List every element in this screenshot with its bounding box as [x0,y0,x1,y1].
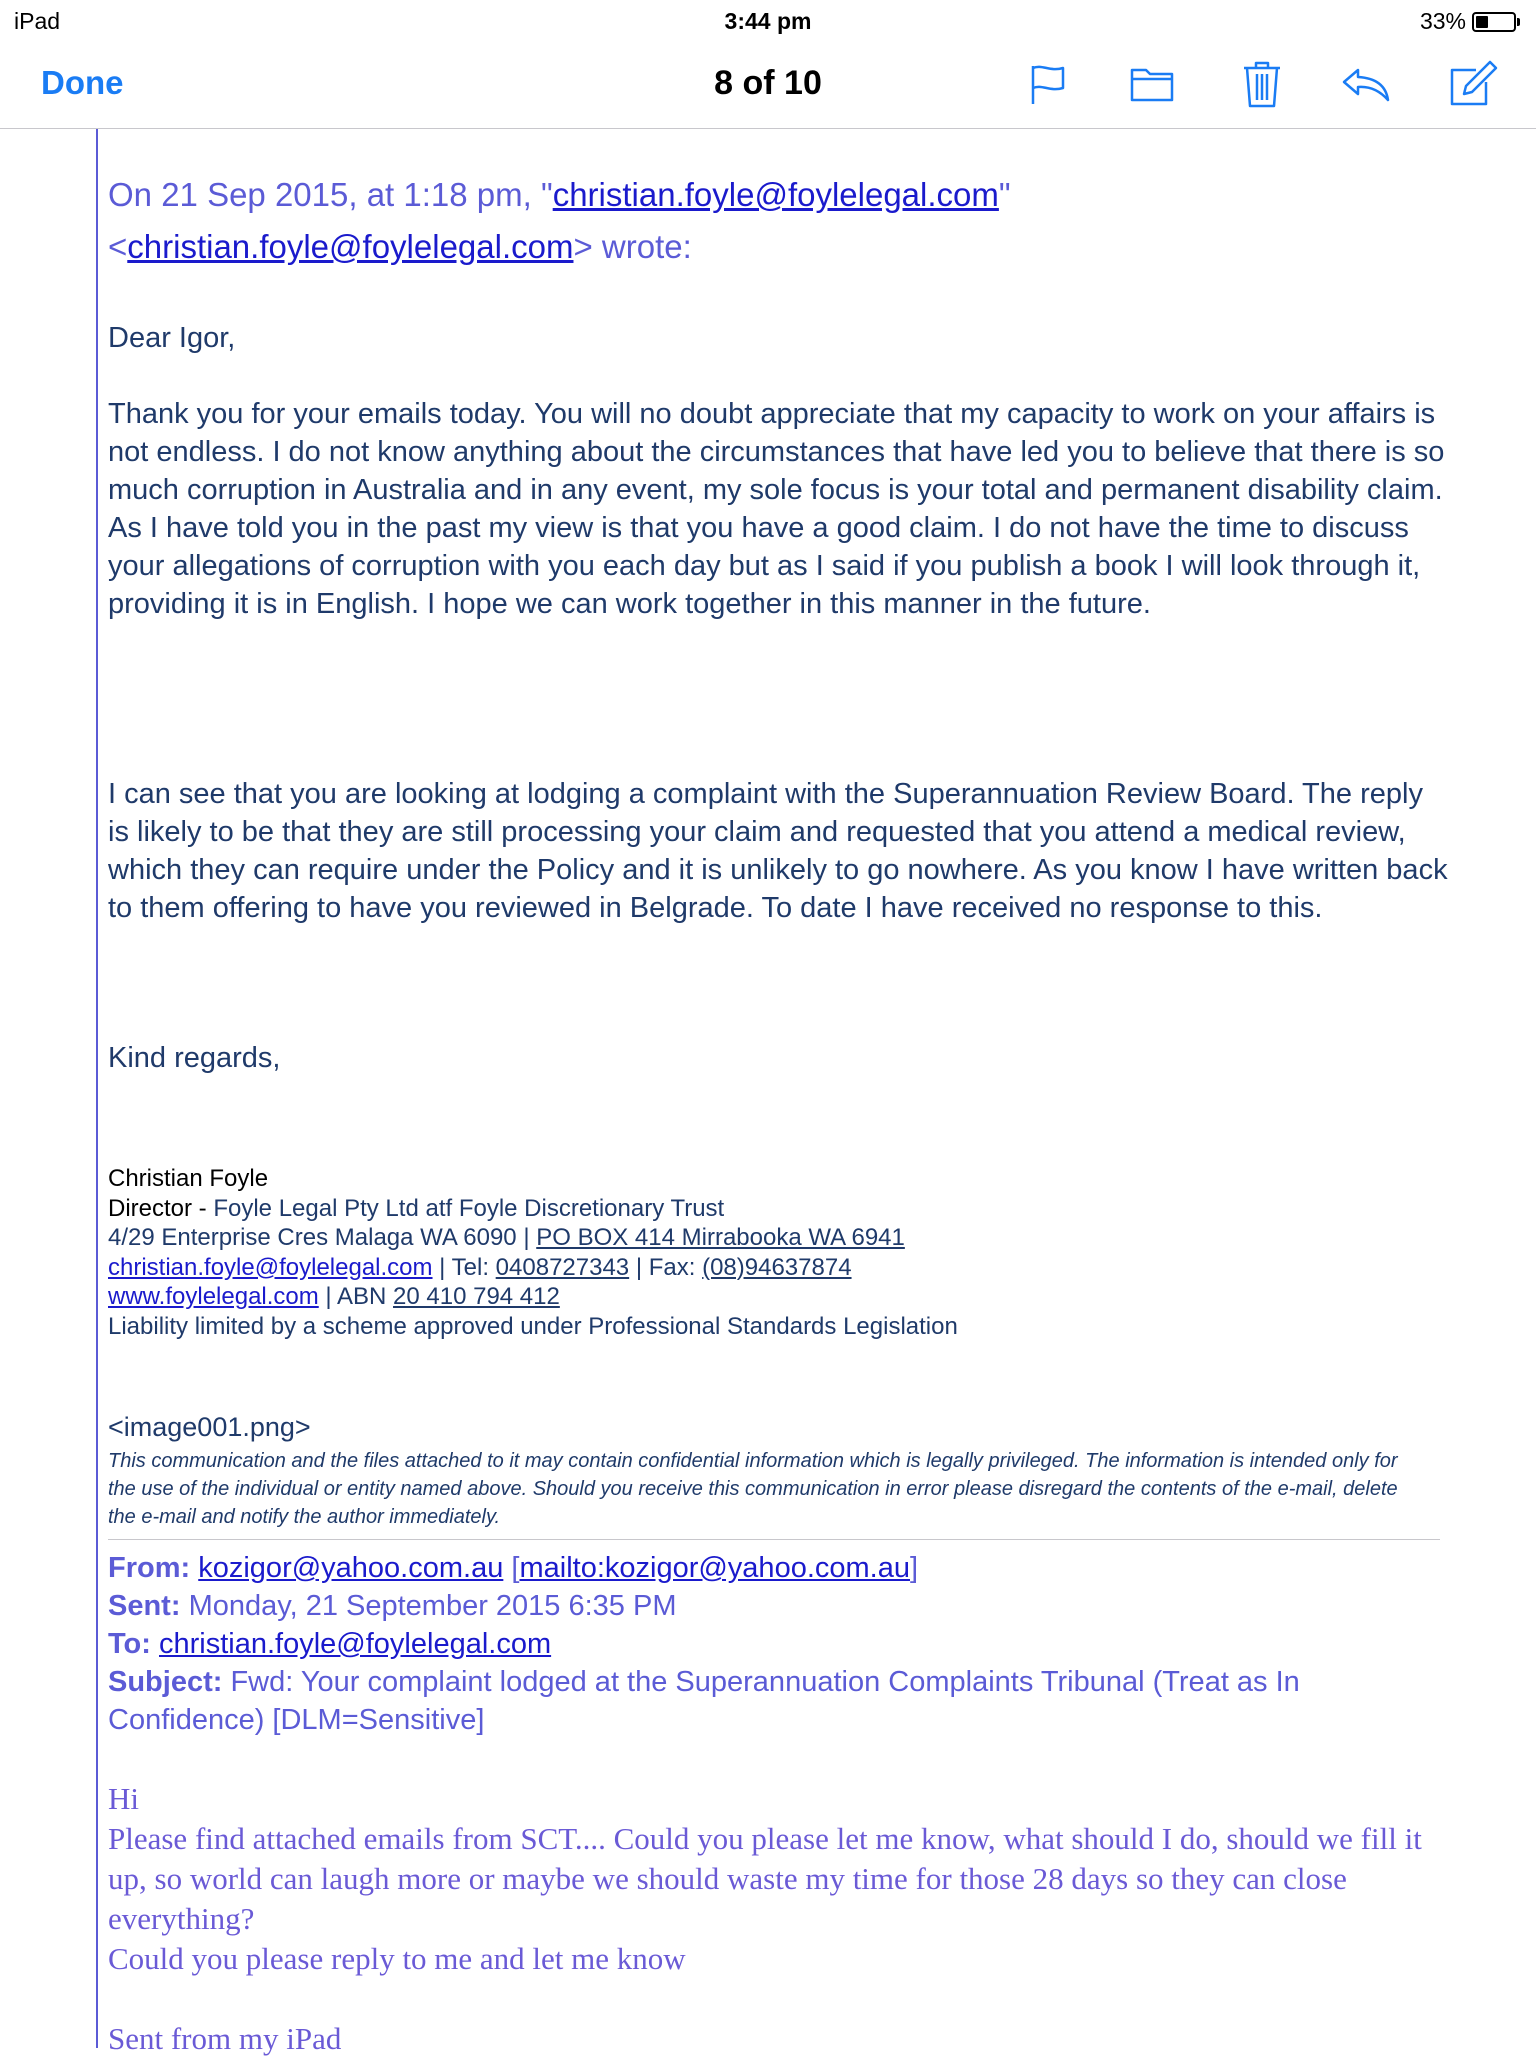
signature-email-link[interactable]: christian.foyle@foylelegal.com [108,1253,433,1281]
fax-label: | Fax: [629,1253,703,1281]
reply-line-4: Sent from my iPad [108,2021,342,2056]
status-bar [0,0,1536,40]
from-label: From: [108,1552,191,1584]
done-button[interactable]: Done [41,64,124,101]
to-label: To: [108,1628,151,1660]
abn-label: | ABN [318,1283,394,1310]
reply-line-2: Please find attached emails from SCT.... Could you please let me know, what should I do, should we fill it up, so world can laugh more or maybe we should waste my time for those 28 days so they can close everything? [108,1821,1422,1936]
signature [108,1164,1448,1341]
message-paragraph-2: I can see that you are looking at lodging a complaint with the Superannuation Review Board. The reply is likely to be that they are still processing your claim and requested that you attend a medical review, which they can require under the Policy and it is unlikely to go nowhere. As you know I have written back to them offering to have you reviewed in Belgrade. To date I have received no response to this. [108,778,1448,924]
tel-link[interactable]: 0408727343 [495,1253,630,1281]
sent-value: Monday, 21 September 2015 6:35 PM [188,1590,677,1622]
forwarded-message [108,1779,1448,2059]
greeting: Dear Igor, [108,322,236,354]
signature-company: Foyle Legal Pty Ltd atf Foyle Discretionary Trust [213,1194,725,1222]
battery-icon [1472,12,1516,32]
sender-email-link[interactable]: christian.foyle@foylelegal.com [552,176,999,213]
signature-name: Christian Foyle [108,1165,269,1192]
trash-icon[interactable] [1234,58,1290,110]
from-email-link[interactable]: kozigor@yahoo.com.au [198,1552,504,1584]
from-mailto-link[interactable]: mailto:kozigor@yahoo.com.au [519,1552,910,1584]
fax-link[interactable]: (08)94637874 [702,1253,852,1281]
battery-fill [1476,16,1488,28]
attachment-placeholder[interactable]: <image001.png> [108,1412,311,1442]
battery-indicator [1420,8,1520,35]
from-line [108,1549,1448,1587]
message-paragraph-1: Thank you for your emails today. You will no doubt appreciate that my capacity to work on your affairs is not endless. I do not know anything about the circumstances that have led you to believe that there is so much corruption in Australia and in any event, my sole focus is your total and permanent disability claim. As I have told you in the past my view is that you have a good claim. I do not have the time to discuss your allegations of corruption with you each day but as I said if you publish a book I will look through it, providing it is in English. I hope we can work together in this manner in the future. [108,398,1445,620]
signature-title-line [108,1194,1448,1224]
carrier-label: iPad [14,8,61,34]
message-body[interactable] [0,129,1536,2056]
signature-web [108,1282,1448,1312]
mail-toolbar [0,40,1536,129]
to-email-link[interactable]: christian.foyle@foylelegal.com [159,1628,552,1660]
mailto-bracket-close: ] [909,1552,919,1584]
signature-contact [108,1253,1448,1283]
sent-label: Sent: [108,1590,181,1622]
to-line [108,1625,1448,1663]
sent-line [108,1587,1448,1625]
quoted-header-suffix: > wrote: [573,228,692,265]
mailto-bracket-open: [ [511,1552,520,1584]
flag-icon[interactable] [1020,58,1076,110]
battery-percent: 33% [1419,8,1466,34]
signature-address [108,1223,1448,1253]
quoted-header-quote: " [998,176,1011,213]
website-link[interactable]: www.foylelegal.com [108,1283,319,1310]
folder-icon[interactable] [1124,58,1180,110]
compose-icon[interactable] [1444,58,1500,110]
subject-label: Subject: [108,1666,223,1698]
quoted-header-prefix: On 21 Sep 2015, at 1:18 pm, " [108,176,553,213]
signature-address-1: 4/29 Enterprise Cres Malaga WA 6090 | [108,1224,537,1251]
tel-label: | Tel: [432,1253,496,1281]
disclaimer: This communication and the files attached to it may contain confidential information which is legally privileged. The information is intended only for the use of the individual or entity named above. Should you receive this communication in error please disregard the contents of the e-mail, delete the e-mail and notify the author immediately. [108,1450,1398,1528]
reply-line-1: Hi [108,1781,139,1816]
signature-title: Director - [108,1194,214,1222]
forwarded-header [108,1549,1448,1739]
subject-value: Fwd: Your complaint lodged at the Superannuation Complaints Tribunal (Treat as In Confidence) [DLM=Sensitive] [108,1666,1300,1736]
reply-icon[interactable] [1338,58,1394,110]
closing: Kind regards, [108,1042,281,1074]
battery-tip [1517,18,1520,26]
sender-email-link-2[interactable]: christian.foyle@foylelegal.com [127,228,574,265]
liability-note: Liability limited by a scheme approved under Professional Standards Legislation [108,1312,958,1340]
message-counter: 8 of 10 [714,64,822,102]
quote-bar [96,129,98,2048]
subject-line [108,1663,1448,1739]
quoted-header [108,169,1448,273]
signature-address-2[interactable]: PO BOX 414 Mirrabooka WA 6941 [536,1224,905,1251]
abn-link[interactable]: 20 410 794 412 [393,1283,560,1310]
reply-line-3: Could you please reply to me and let me know [108,1941,686,1976]
quoted-header-bracket: < [108,228,128,265]
header-divider [108,1539,1440,1540]
clock: 3:44 pm [724,8,812,34]
